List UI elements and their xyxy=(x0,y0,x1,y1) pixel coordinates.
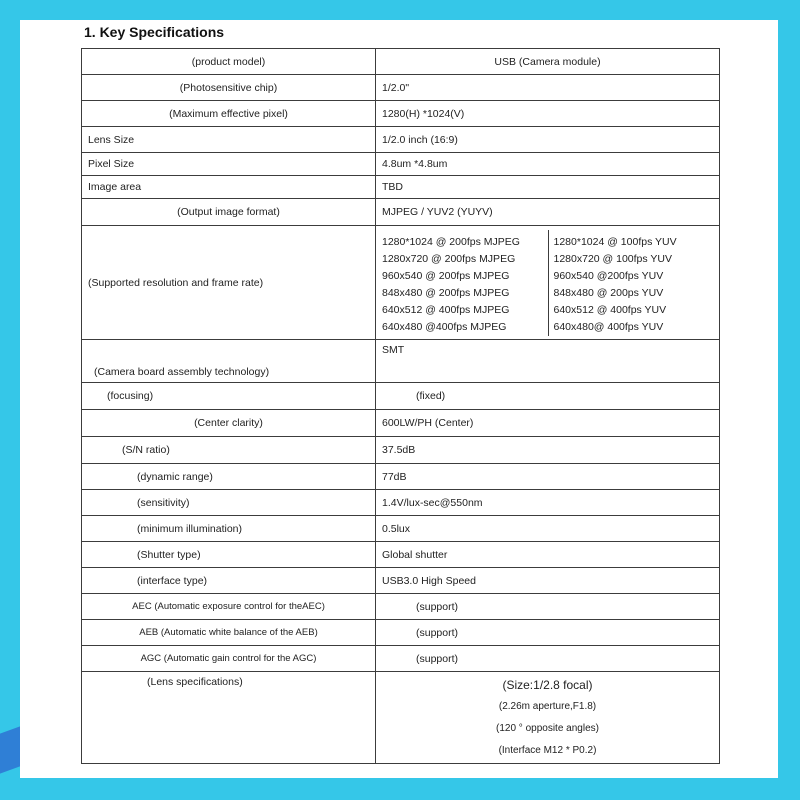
spec-label: (Lens specifications) xyxy=(82,672,376,764)
list-item: 1280x720 @ 200fps MJPEG xyxy=(382,252,516,265)
spec-label: (Center clarity) xyxy=(82,410,376,437)
table-row xyxy=(82,176,720,199)
spec-value: 0.5lux xyxy=(376,516,720,542)
list-item: 640x512 @ 400fps MJPEG xyxy=(382,303,510,316)
spec-label: (Photosensitive chip) xyxy=(82,75,376,101)
section-heading: 1. Key Specifications xyxy=(84,24,225,40)
spec-value: 1.4V/lux-sec@550nm xyxy=(376,490,720,516)
spec-label: Image area xyxy=(82,176,376,199)
table-row xyxy=(82,199,720,226)
table-row xyxy=(82,437,720,464)
list-item: (2.26m aperture,F1.8) xyxy=(498,701,597,712)
mjpeg-list xyxy=(376,230,548,336)
spec-label: (interface type) xyxy=(82,568,376,594)
table-row xyxy=(82,383,720,410)
spec-value: SMT xyxy=(376,340,720,383)
spec-label: Lens Size xyxy=(82,127,376,153)
table-row xyxy=(82,226,720,340)
list-item: 640x512 @ 400fps YUV xyxy=(553,303,667,316)
spec-label: (Camera board assembly technology) xyxy=(82,340,376,383)
spec-value: 1/2.0 inch (16:9) xyxy=(376,127,720,153)
list-item: 640x480@ 400fps YUV xyxy=(553,320,664,333)
spec-label: (Maximum effective pixel) xyxy=(82,101,376,127)
spec-label: (Shutter type) xyxy=(82,542,376,568)
spec-value: MJPEG / YUV2 (YUYV) xyxy=(376,199,720,226)
table-row xyxy=(82,101,720,127)
list-item: 640x480 @400fps MJPEG xyxy=(382,320,507,333)
resolution-cell xyxy=(376,226,720,340)
spec-sheet xyxy=(20,20,778,778)
spec-value: 37.5dB xyxy=(376,437,720,464)
table-row xyxy=(82,153,720,176)
spec-value: (fixed) xyxy=(376,383,720,410)
spec-value: 4.8um *4.8um xyxy=(376,153,720,176)
spec-label: (focusing) xyxy=(82,383,376,410)
spec-value: 1280(H) *1024(V) xyxy=(376,101,720,127)
table-row xyxy=(82,646,720,672)
table-row xyxy=(82,568,720,594)
spec-table xyxy=(81,48,720,764)
spec-value: USB3.0 High Speed xyxy=(376,568,720,594)
list-item: (Size:1/2.8 focal) xyxy=(502,678,593,692)
table-row xyxy=(82,49,720,75)
list-item: 1280*1024 @ 100fps YUV xyxy=(553,235,677,248)
spec-value: 1/2.0" xyxy=(376,75,720,101)
spec-label: (sensitivity) xyxy=(82,490,376,516)
list-item: 960x540 @200fps YUV xyxy=(553,269,664,282)
spec-value: TBD xyxy=(376,176,720,199)
spec-value: 77dB xyxy=(376,464,720,490)
table-row xyxy=(82,542,720,568)
table-row xyxy=(82,410,720,437)
list-item: 1280*1024 @ 200fps MJPEG xyxy=(382,235,520,248)
table-row xyxy=(82,127,720,153)
table-row xyxy=(82,516,720,542)
spec-label: (minimum illumination) xyxy=(82,516,376,542)
spec-label: (dynamic range) xyxy=(82,464,376,490)
list-item: 960x540 @ 200fps MJPEG xyxy=(382,269,510,282)
spec-label: AEC (Automatic exposure control for theAEC) xyxy=(82,594,376,620)
spec-value: (support) xyxy=(376,646,720,672)
table-row xyxy=(82,464,720,490)
list-item: (Interface M12 * P0.2) xyxy=(498,745,597,756)
spec-label: (product model) xyxy=(82,49,376,75)
lens-spec-cell xyxy=(376,672,720,764)
spec-value: USB (Camera module) xyxy=(376,49,720,75)
spec-value: (support) xyxy=(376,620,720,646)
table-row xyxy=(82,620,720,646)
yuv-list xyxy=(548,230,720,336)
spec-value: (support) xyxy=(376,594,720,620)
spec-label: AEB (Automatic white balance of the AEB) xyxy=(82,620,376,646)
list-item: 848x480 @ 200ps YUV xyxy=(553,286,664,299)
list-item: 1280x720 @ 100fps YUV xyxy=(553,252,672,265)
spec-label: AGC (Automatic gain control for the AGC) xyxy=(82,646,376,672)
table-row xyxy=(82,490,720,516)
spec-value: Global shutter xyxy=(376,542,720,568)
spec-value: 600LW/PH (Center) xyxy=(376,410,720,437)
table-row xyxy=(82,672,720,764)
list-item: 848x480 @ 200fps MJPEG xyxy=(382,286,510,299)
list-item: (120 ° opposite angles) xyxy=(496,723,599,734)
table-row xyxy=(82,75,720,101)
spec-label: Pixel Size xyxy=(82,153,376,176)
table-row xyxy=(82,594,720,620)
spec-label: (S/N ratio) xyxy=(82,437,376,464)
spec-label: (Output image format) xyxy=(82,199,376,226)
spec-label: (Supported resolution and frame rate) xyxy=(82,226,376,340)
table-row xyxy=(82,340,720,383)
